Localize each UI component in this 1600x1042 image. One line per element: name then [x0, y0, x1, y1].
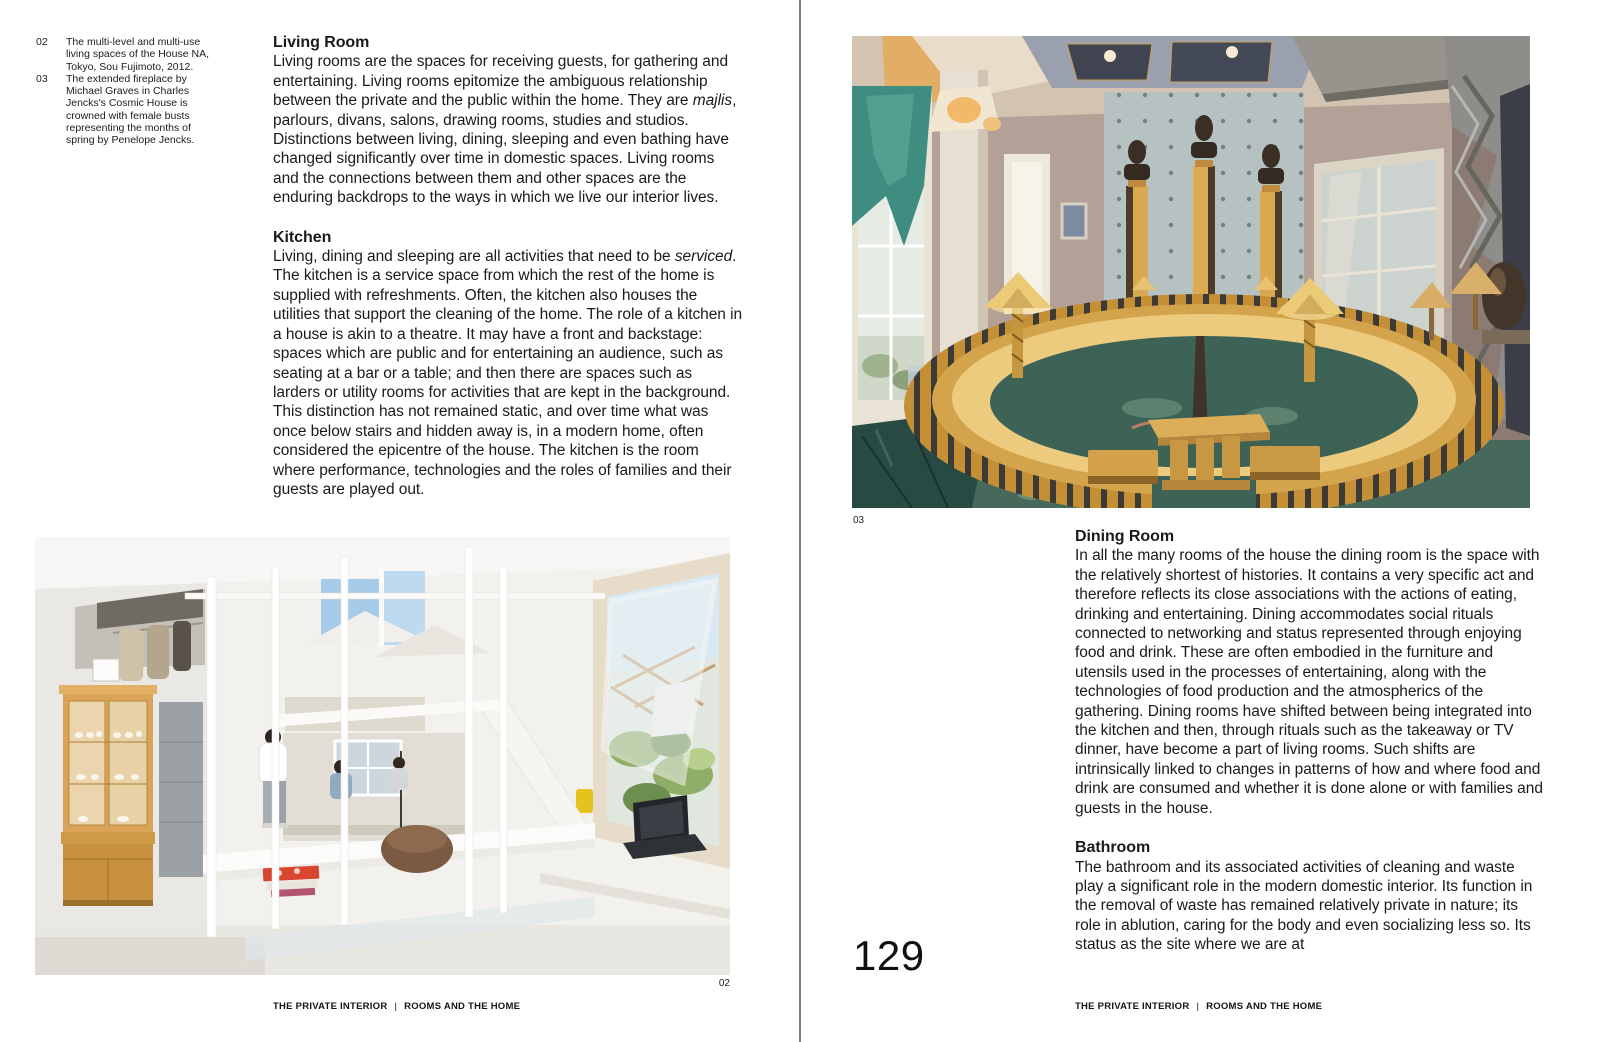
note-text: The extended fireplace by Michael Graves in Charles Jencks's Cosmic House is crowned with female busts representing the months of spring by Penelope Jencks. — [66, 72, 195, 147]
footer-separator: | — [1196, 1001, 1200, 1012]
section-dining-room — [1075, 527, 1545, 818]
photo-cosmic-house — [852, 36, 1530, 508]
section-living-room — [273, 33, 743, 208]
footer-book-title: THE PRIVATE INTERIOR — [1075, 1001, 1190, 1012]
right-page-footer — [1075, 1001, 1322, 1012]
note-number: 03 — [36, 72, 48, 85]
bathroom-paragraph: The bathroom and its associated activities of cleaning and waste play a significant role in the modern domestic interior. Its function in the removal of waste has remained relatively private in nature; its role in ablution, caring for the body and even socializing less so. Its status as the site where we are at — [1075, 858, 1533, 954]
living-room-body-1: Living rooms are the spaces for receiving guests, for gathering and entertaining. Living rooms epitomize the ambiguous relationship between the private and the public within the home. They are — [273, 53, 729, 110]
footer-chapter-title: ROOMS AND THE HOME — [1206, 1001, 1323, 1012]
kitchen-paragraph — [273, 247, 743, 499]
note-text: The multi-level and multi-use living spaces of the House NA, Tokyo, Sou Fujimoto, 2012. — [66, 36, 209, 73]
cosmic-house-illustration — [852, 36, 1530, 508]
living-room-paragraph — [273, 52, 743, 207]
right-text-column — [1075, 527, 1545, 955]
photo-house-na — [35, 537, 730, 975]
kitchen-italic-term: serviced — [674, 248, 733, 266]
left-page-footer — [273, 1001, 520, 1012]
margin-notes — [36, 36, 218, 147]
wooden-cabinet — [59, 659, 157, 906]
photo-caption-03: 03 — [853, 515, 865, 526]
section-kitchen — [273, 228, 743, 500]
house-na-illustration — [35, 537, 730, 975]
footer-separator: | — [394, 1001, 398, 1012]
left-text-column — [273, 33, 743, 499]
living-room-heading: Living Room — [273, 34, 370, 51]
footer-book-title: THE PRIVATE INTERIOR — [273, 1001, 388, 1012]
section-bathroom — [1075, 838, 1545, 954]
kitchen-body-1: Living, dining and sleeping are all activities that need to be — [273, 248, 675, 266]
margin-note-02 — [36, 36, 218, 73]
note-number: 02 — [36, 36, 48, 48]
kitchen-body-2: . The kitchen is a service space from which the rest of the home is supplied with refreshments. Often, the kitchen also houses the utilities that support the cleaning of the home. The role of a kitchen in a house is akin to a theatre. It may have a front and backstage: spaces which are public and for entertaining an audience, such as seating at a bar or a table; and then there are spaces such as larders or utility rooms for activities that are kept in the background. This distinction has not remained static, and over time what was once below stairs and hidden away is, in a modern home, often considered the epicentre of the house. The kitchen is the room where performance, technologies and the roles of families and their guests are played out. — [273, 248, 743, 498]
living-room-italic-term: majlis — [692, 92, 733, 110]
footer-chapter-title: ROOMS AND THE HOME — [404, 1001, 521, 1012]
bathroom-heading: Bathroom — [1075, 839, 1151, 857]
page-number: 129 — [853, 932, 925, 979]
dining-room-paragraph: In all the many rooms of the house the dining room is the space with the relatively shortest of histories. It contains a very specific act and therefore reflects its close associations with the actions of eating, drinking and entertaining. Dining accommodates social rituals connected to networking and status represented through enjoying food and drink. These are often embodied in the furniture and utensils used in the processes of entertaining, along with the technologies of food production and the atmospherics of the gathering. Dining rooms have shifted between being integrated into the kitchen and then, through rituals such as the takeaway or TV dinner, have become a part of living rooms. Such shifts are intrinsically linked to changes in patterns of how and where food and drink are consumed and whether it is done alone or with families and guests in the house. — [1075, 547, 1543, 817]
living-room-body-2: , parlours, divans, salons, drawing rooms, studies and studios. Distinctions between living, dining, sleeping and even bathing have changed significantly over time in domestic spaces. Living rooms and the connections between them and other spaces are the enduring backdrops to the ways in which we live our interior lives. — [273, 92, 737, 207]
page-gutter-divider — [799, 0, 801, 1042]
sliding-panel — [159, 702, 203, 877]
photo-caption-02: 02 — [718, 978, 730, 989]
dining-room-heading: Dining Room — [1075, 528, 1174, 545]
margin-note-03 — [36, 73, 218, 147]
kitchen-heading: Kitchen — [273, 228, 332, 246]
